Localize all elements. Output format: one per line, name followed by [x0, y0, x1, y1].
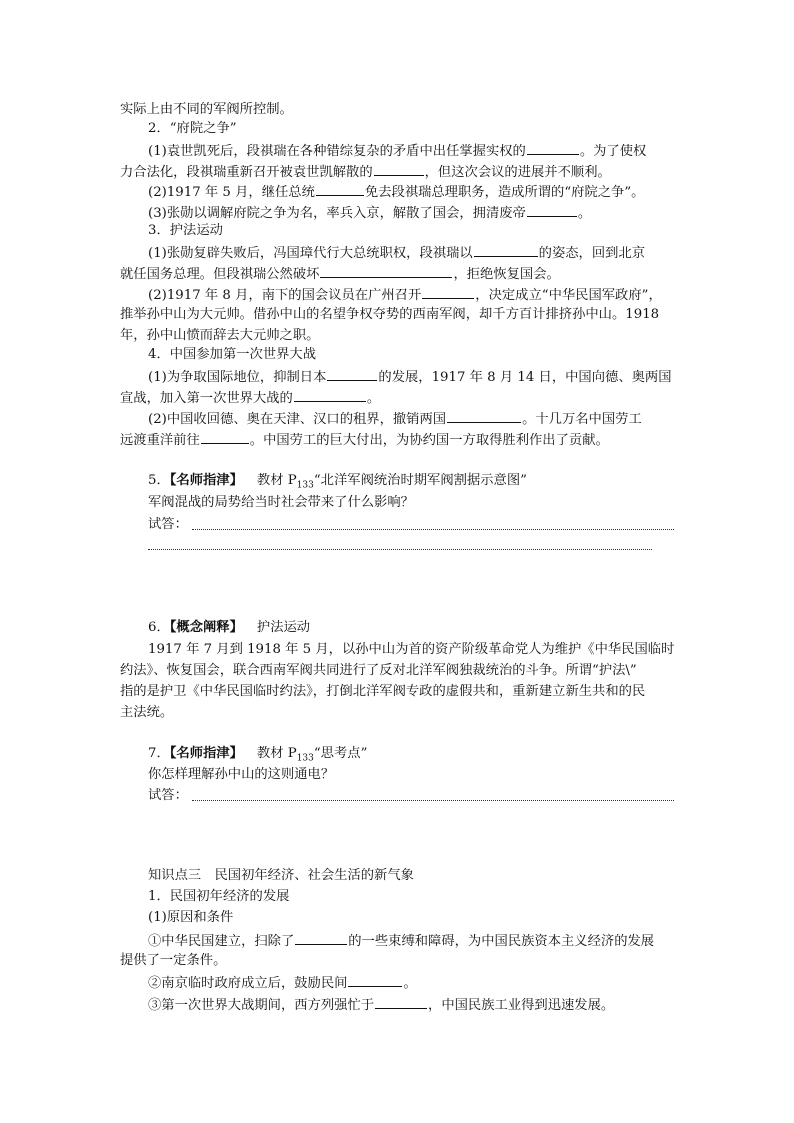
text-line: ①中华民国建立，扫除了 的一些束缚和障碍，为中国民族资本主义经济的发展	[148, 931, 654, 951]
section-heading: 1．民国初年经济的发展	[148, 889, 290, 904]
answer-label: 试答：	[148, 788, 188, 803]
fill-blank[interactable]	[474, 243, 538, 257]
text-line: 就任国务总理。但段祺瑞公然破坏 ，拒绝恢复国会。	[120, 264, 560, 284]
text-line: 宣战，加入第一次世界大战的 。	[120, 388, 380, 408]
section-heading: 2．“府院之争”	[148, 121, 237, 136]
text-line: 远渡重洋前往 。中国劳工的巨大付出，为协约国一方取得胜利作出了贡献。	[120, 430, 609, 450]
knowledge-heading: 知识点三 民国初年经济、社会生活的新气象	[148, 868, 414, 883]
fill-blank[interactable]	[375, 995, 427, 1009]
text-line: (2)1917 年 5 月，继任总统 免去段祺瑞总理职务，造成所谓的“府院之争”。	[148, 182, 644, 202]
fill-blank[interactable]	[295, 931, 347, 945]
answer-line[interactable]	[148, 549, 652, 550]
fill-blank[interactable]	[320, 264, 452, 278]
fill-blank[interactable]	[294, 388, 366, 402]
text-line: (3)张勋以调解府院之争为名，率兵入京，解散了国会，拥清废帝 。	[148, 203, 591, 223]
text-line: 约法》、恢复国会，联合西南军阀共同进行了反对北洋军阀独裁统治的斗争。所谓“护法\”	[120, 663, 637, 678]
question-text: 你怎样理解孙中山的这则通电？	[148, 767, 335, 782]
fill-blank[interactable]	[527, 203, 577, 217]
tip-heading: 5．【名师指津】 教材 $P_{133}“$北洋军阀统治时期军阀割据示意图”	[148, 473, 527, 491]
fill-blank[interactable]	[527, 141, 579, 155]
answer-line[interactable]	[192, 529, 674, 530]
text-line: 1917 年 7 月到 1918 年 5 月，以孙中山为首的资产阶级革命党人为维护《中华民国临时	[148, 642, 675, 657]
subsection-heading: (1)原因和条件	[148, 910, 234, 925]
text-line: 指的是护卫《中华民国临时约法》，打倒北洋军阀专政的虚假共和，重新建立新生共和的民	[120, 684, 646, 699]
text-line: 年，孙中山愤而辞去大元帅之职。	[120, 328, 320, 343]
fill-blank[interactable]	[348, 973, 402, 987]
tip-heading: 7．【名师指津】 教材 $P_{133}“$思考点”	[148, 746, 368, 764]
question-text: 军阀混战的局势给当时社会带来了什么影响？	[148, 495, 414, 510]
fill-blank[interactable]	[201, 430, 249, 444]
text-line: ③第一次世界大战期间，西方列强忙于 ，中国民族工业得到迅速发展。	[148, 995, 614, 1015]
fill-blank[interactable]	[422, 285, 474, 299]
fill-blank[interactable]	[447, 409, 521, 423]
text-line: ②南京临时政府成立后，鼓励民间 。	[148, 973, 417, 993]
answer-line[interactable]	[192, 800, 674, 801]
text-line: (1)袁世凯死后，段祺瑞在各种错综复杂的矛盾中出任掌握实权的 。为了使权	[148, 141, 646, 161]
answer-label: 试答：	[148, 517, 188, 532]
text-line: (2)1917 年 8 月，南下的国会议员在广州召开 ，决定成立“中华民国军政府”，	[148, 285, 662, 305]
section-heading: 3．护法运动	[148, 223, 223, 238]
fill-blank[interactable]	[316, 182, 364, 196]
text-line: 推举孙中山为大元帅。借孙中山的名望争权夺势的西南军阀，却千方百计排挤孙中山。1918	[120, 307, 660, 322]
text-line: (2)中国收回德、奥在天津、汉口的租界，撤销两国 。十几万名中国劳工	[148, 409, 642, 429]
text-line: 力合法化，段祺瑞重新召开被袁世凯解散的 ，但这次会议的进展并不顺利。	[120, 162, 611, 182]
text-line: 主法统。	[120, 705, 174, 720]
text-line: (1)为争取国际地位，抑制日本 的发展，1917 年 8 月 14 日，中国向德、奥两国	[148, 367, 672, 387]
fill-blank[interactable]	[374, 162, 424, 176]
text-line: 实际上由不同的军阀所控制。	[120, 102, 293, 117]
fill-blank[interactable]	[327, 367, 377, 381]
text-line: (1)张勋复辟失败后，冯国璋代行大总统职权，段祺瑞以 的姿态，回到北京	[148, 243, 645, 263]
text-line: 提供了一定条件。	[120, 953, 227, 968]
concept-heading: 6．【概念阐释】 护法运动	[148, 620, 311, 635]
section-heading: 4．中国参加第一次世界大战	[148, 347, 317, 362]
